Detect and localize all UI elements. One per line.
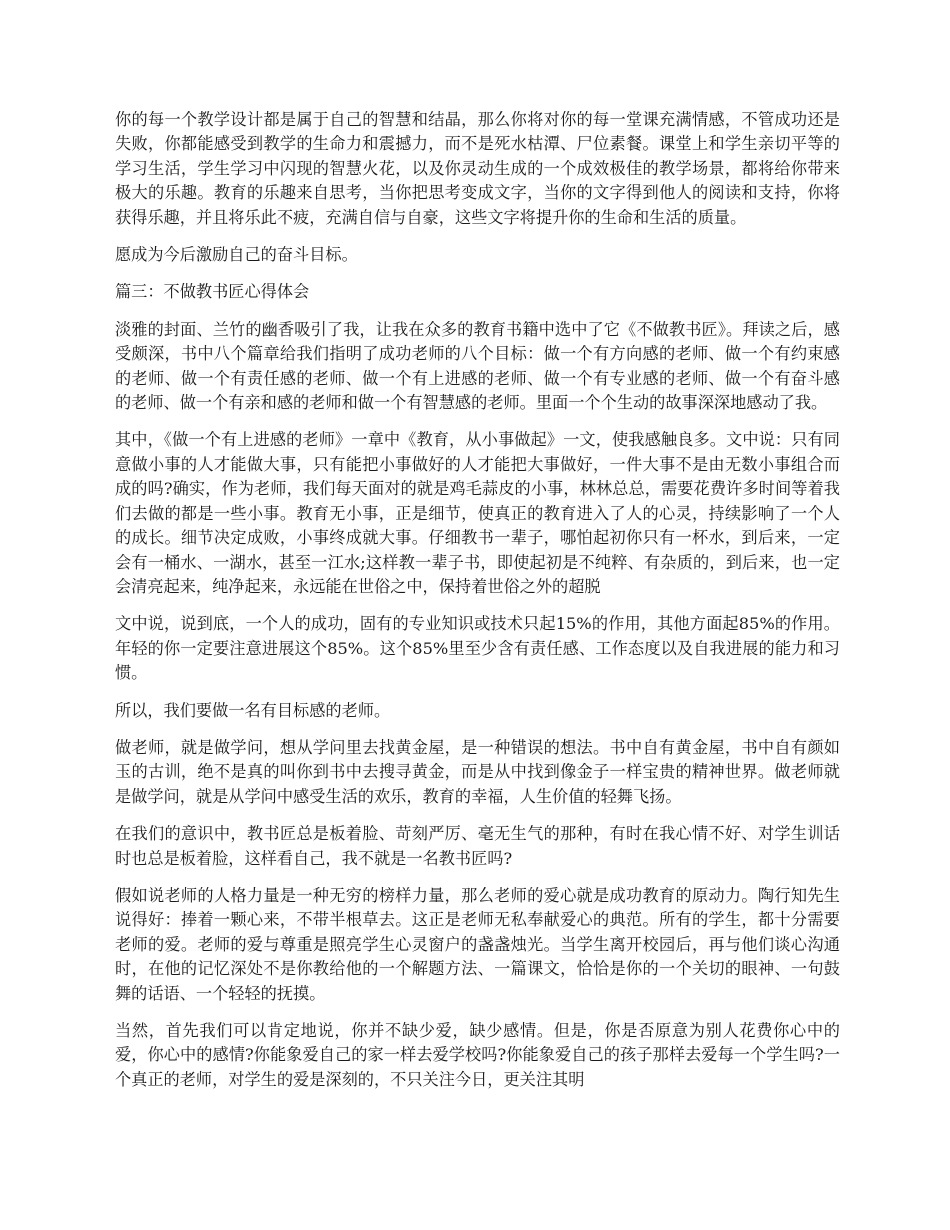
paragraph-7: 做老师，就是做学问，想从学问里去找黄金屋，是一种错误的想法。书中自有黄金屋，书中自有颜如玉的古训，绝不是真的叫你到书中去搜寻黄金，而是从中找到像金子一样宝贵的精神世界。做老师就是做学问，就是从学问中感受生活的欢乐，教育的幸福，人生价值的轻舞飞扬。 [115, 737, 840, 806]
paragraph-8: 在我们的意识中，教书匠总是板着脸、苛刻严厉、毫无生气的那种，有时在我心情不好、对学生训话时也总是板着脸，这样看自己，我不就是一名教书匠吗? [115, 824, 840, 868]
paragraph-6: 所以，我们要做一名有目标感的老师。 [115, 700, 391, 720]
paragraph-2: 愿成为今后激励自己的奋斗目标。 [115, 245, 358, 265]
paragraph-1: 你的每一个教学设计都是属于自己的智慧和结晶，那么你将对你的每一堂课充满情感，不管成功还是失败，你都能感受到教学的生命力和震撼力，而不是死水枯潭、尸位素餐。课堂上和学生亲切平等的学习生活，学生学习中闪现的智慧火花，以及你灵动生成的一个成效极佳的教学场景，都将给你带来极大的乐趣。教育的乐趣来自思考，当你把思考变成文字，当你的文字得到他人的阅读和支持，你将获得乐趣，并且将乐此不疲，充满自信与自豪，这些文字将提升你的生命和生活的质量。 [115, 110, 840, 227]
paragraph-4: 其中，《做一个有上进感的老师》一章中《教育，从小事做起》一文，使我感触良多。文中说：只有同意做小事的人才能做大事，只有能把小事做好的人才能把大事做好，一件大事不是由无数小事组合而成的吗?确实，作为老师，我们每天面对的就是鸡毛蒜皮的小事，林林总总，需要花费许多时间等着我们去做的都是一些小事。教育无小事，正是细节，使真正的教育进入了人的心灵，持续影响了一个人的成长。细节决定成败，小事终成就大事。仔细教书一辈子，哪怕起初你只有一杯水，到后来，一定会有一桶水、一湖水，甚至一江水;这样教一辈子书，即使起初是不纯粹、有杂质的，到后来，也一定会清亮起来，纯净起来，永远能在世俗之中，保持着世俗之外的超脱 [115, 430, 840, 596]
document-page [115, 108, 840, 1105]
paragraph-5: 文中说，说到底，一个人的成功，固有的专业知识或技术只起15%的作用，其他方面起85%的作用。年轻的你一定要注意进展这个85%。这个85%里至少含有责任感、工作态度以及自我进展的能力和习惯。 [115, 614, 840, 683]
paragraph-3: 淡雅的封面、兰竹的幽香吸引了我，让我在众多的教育书籍中选中了它《不做教书匠》。拜读之后，感受颇深，书中八个篇章给我们指明了成功老师的八个目标：做一个有方向感的老师、做一个有约束感的老师、做一个有责任感的老师、做一个有上进感的老师、做一个有专业感的老师、做一个有奋斗感的老师、做一个有亲和感的老师和做一个有智慧感的老师。里面一个个生动的故事深深地感动了我。 [115, 319, 840, 413]
section-heading: 篇三：不做教书匠心得体会 [115, 282, 310, 302]
paragraph-10: 当然，首先我们可以肯定地说，你并不缺少爱，缺少感情。但是，你是否原意为别人花费你心中的爱，你心中的感情?你能象爱自己的家一样去爱学校吗?你能象爱自己的孩子那样去爱每一个学生吗?一个真正的老师，对学生的爱是深刻的，不只关注今日，更关注其明 [115, 1021, 840, 1089]
paragraph-9: 假如说老师的人格力量是一种无穷的榜样力量，那么老师的爱心就是成功教育的原动力。陶行知先生说得好：捧着一颗心来，不带半根草去。这正是老师无私奉献爱心的典范。所有的学生，都十分需要老师的爱。老师的爱与尊重是照亮学生心灵窗户的盏盏烛光。当学生离开校园后，再与他们谈心沟通时，在他的记忆深处不是你教给他的一个解题方法、一篇课文，恰恰是你的一个关切的眼神、一句鼓舞的话语、一个轻轻的抚摸。 [115, 885, 840, 1003]
